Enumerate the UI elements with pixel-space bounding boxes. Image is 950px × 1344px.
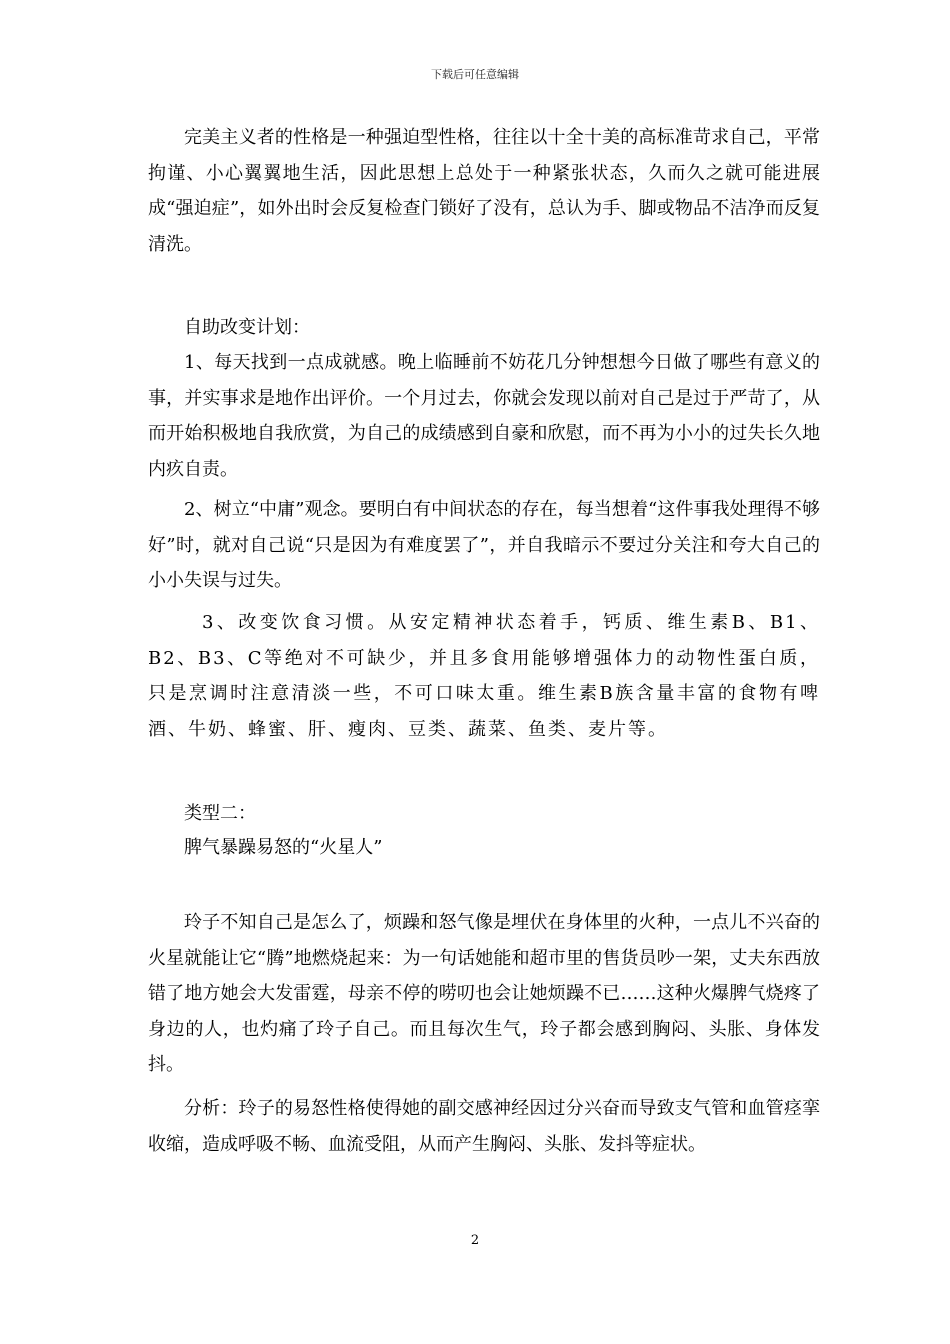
type-label: 类型二：	[184, 803, 256, 824]
plan-item-2: 2、树立“中庸”观念。要明白有中间状态的存在，每当想着“这件事我处理得不够好”时，就对自己说“只是因为有难度罢了”，并自我暗示不要过分关注和夸大自己的小小失误与过失。	[148, 499, 820, 591]
plan-title: 自助改变计划：	[184, 317, 310, 338]
analysis-paragraph: 分析：玲子的易怒性格使得她的副交感神经因过分兴奋而导致支气管和血管痉挛收缩，造成呼吸不畅、血流受阻，从而产生胸闷、头胀、发抖等症状。	[148, 1098, 820, 1155]
paragraph-perfectionism: 完美主义者的性格是一种强迫型性格，往往以十全十美的高标准苛求自己，平常拘谨、小心翼翼地生活，因此思想上总处于一种紧张状态，久而久之就可能进展成“强迫症”，如外出时会反复检查门锁好了没有，总认为手、脚或物品不洁净而反复清洗。	[148, 127, 820, 255]
plan-item-1: 1、每天找到一点成就感。晚上临睡前不妨花几分钟想想今日做了哪些有意义的事，并实事求是地作出评价。一个月过去，你就会发现以前对自己是过于严苛了，从而开始积极地自我欣赏，为自己的成绩感到自豪和欣慰，而不再为小小的过失长久地内疚自责。	[148, 352, 820, 480]
type-title: 脾气暴躁易怒的“火星人”	[184, 837, 383, 858]
plan-item-3: 3、改变饮食习惯。从安定精神状态着手，钙质、维生素B、B1、B2、B3、C等绝对不可缺少，并且多食用能够增强体力的动物性蛋白质，只是烹调时注意清淡一些，不可口味太重。维生素B族含量丰富的食物有啤酒、牛奶、蜂蜜、肝、瘦肉、豆类、蔬菜、鱼类、麦片等。	[148, 612, 820, 740]
page-number: 2	[470, 1233, 480, 1248]
story-paragraph: 玲子不知自己是怎么了，烦躁和怒气像是埋伏在身体里的火种，一点儿不兴奋的火星就能让它“腾”地燃烧起来：为一句话她能和超市里的售货员吵一架，丈夫东西放错了地方她会大发雷霆，母亲不停的唠叨也会让她烦躁不已……这种火爆脾气烧疼了身边的人，也灼痛了玲子自己。而且每次生气，玲子都会感到胸闷、头胀、身体发抖。	[148, 912, 820, 1075]
page-header: 下载后可任意编辑	[431, 68, 519, 81]
